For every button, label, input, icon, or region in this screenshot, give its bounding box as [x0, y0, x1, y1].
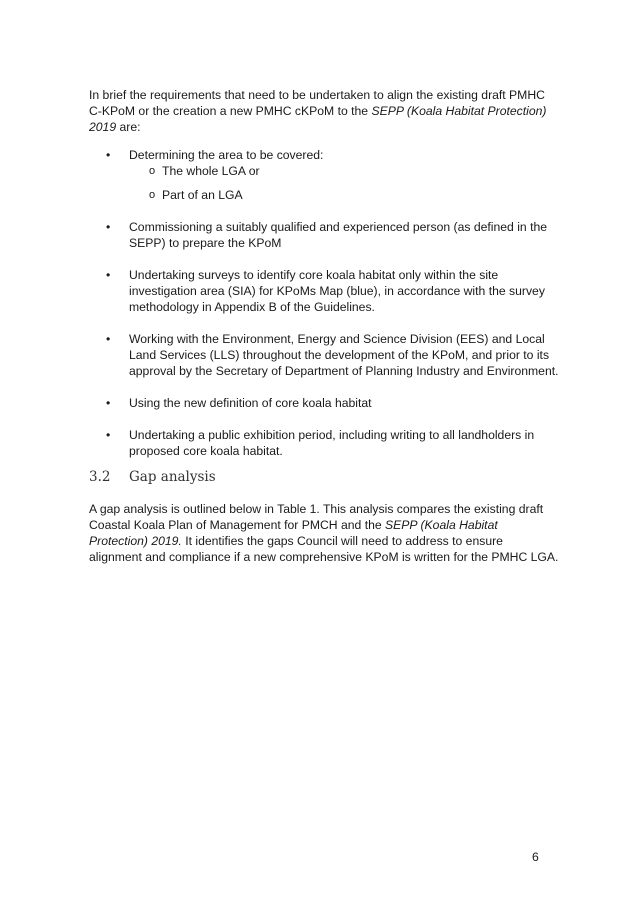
list-item: [89, 147, 559, 203]
list-item-text: Undertaking surveys to identify core koala habitat only within the site investigation area (SIA) for KPoMs Map (blue), in accordance with the survey methodology in Appendix B of the Guidelines.: [129, 268, 545, 314]
sub-list-item-text: The whole LGA or: [162, 164, 260, 178]
list-item: [89, 267, 559, 315]
bullet-marker: •: [106, 268, 111, 282]
sub-bullet-marker: o: [149, 189, 156, 201]
page-number: 6: [532, 850, 539, 864]
gap-text-end: It identifies the gaps Council will need to address to ensure alignment and compliance if a new comprehensive KPoM is written for the PMHC LGA.: [89, 534, 559, 564]
list-item: [89, 219, 559, 251]
bullet-marker: •: [106, 332, 111, 346]
gap-analysis-paragraph: [89, 501, 559, 565]
list-item: [89, 395, 559, 411]
sub-list-item: [149, 187, 559, 203]
intro-text-start: In brief the requirements that need to be undertaken to align the existing draft PMHC C-KPoM or the creation a new PMHC cKPoM to the: [89, 88, 545, 118]
section-title: Gap analysis: [129, 469, 216, 485]
requirements-list: [89, 147, 559, 475]
intro-sepp-reference: SEPP (Koala Habitat Protection) 2019: [89, 104, 547, 134]
section-heading: [89, 468, 216, 486]
bullet-marker: •: [106, 396, 111, 410]
list-item-text: Undertaking a public exhibition period, including writing to all landholders in proposed core koala habitat.: [129, 428, 535, 458]
sub-bullet-marker: o: [149, 165, 156, 177]
sub-list-item: [149, 163, 559, 179]
bullet-marker: •: [106, 148, 111, 162]
intro-text-end: are:: [116, 120, 141, 134]
intro-paragraph: [89, 87, 559, 135]
list-item-text: Working with the Environment, Energy and Science Division (EES) and Local Land Services (LLS) throughout the development of the KPoM, and prior to its approval by the Secretary of Department of Planning Industry and Environment.: [129, 332, 559, 378]
area-sublist: [129, 163, 559, 203]
sub-list-item-text: Part of an LGA: [162, 188, 243, 202]
list-item-text: Commissioning a suitably qualified and experienced person (as defined in the SEPP) to prepare the KPoM: [129, 220, 548, 250]
list-item-text: Using the new definition of core koala habitat: [129, 396, 372, 410]
list-item: [89, 427, 559, 459]
section-number: 3.2: [89, 469, 111, 485]
gap-sepp-reference: SEPP (Koala Habitat Protection) 2019.: [89, 518, 498, 548]
bullet-marker: •: [106, 428, 111, 442]
list-item-text: Determining the area to be covered:: [129, 148, 324, 162]
bullet-marker: •: [106, 220, 111, 234]
list-item: [89, 331, 559, 379]
gap-text-start: A gap analysis is outlined below in Table 1. This analysis compares the existing draft Coastal Koala Plan of Management for PMCH and the: [89, 502, 544, 532]
